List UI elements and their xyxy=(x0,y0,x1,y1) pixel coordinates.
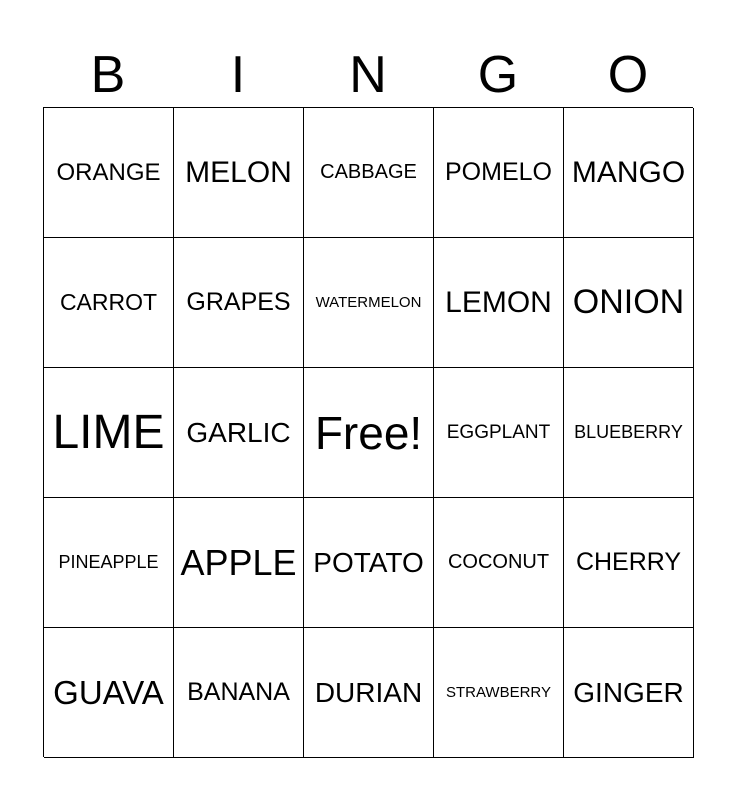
bingo-cell[interactable]: CABBAGE xyxy=(304,108,434,238)
bingo-cell[interactable]: CHERRY xyxy=(564,498,694,628)
bingo-cell[interactable]: GINGER xyxy=(564,628,694,758)
bingo-cell[interactable]: POTATO xyxy=(304,498,434,628)
header-letter-g: G xyxy=(477,46,519,104)
bingo-cell[interactable]: STRAWBERRY xyxy=(434,628,564,758)
bingo-cell[interactable]: GARLIC xyxy=(174,368,304,498)
bingo-cell[interactable]: CARROT xyxy=(44,238,174,368)
bingo-cell[interactable]: LEMON xyxy=(434,238,564,368)
bingo-cell[interactable]: PINEAPPLE xyxy=(44,498,174,628)
bingo-cell[interactable]: ORANGE xyxy=(44,108,174,238)
bingo-cell[interactable]: BLUEBERRY xyxy=(564,368,694,498)
bingo-cell[interactable]: DURIAN xyxy=(304,628,434,758)
bingo-cell[interactable]: WATERMELON xyxy=(304,238,434,368)
bingo-cell[interactable]: MELON xyxy=(174,108,304,238)
header-letter-o: O xyxy=(607,46,649,104)
bingo-board xyxy=(43,107,693,757)
bingo-cell[interactable]: LIME xyxy=(44,368,174,498)
bingo-cell[interactable]: ONION xyxy=(564,238,694,368)
bingo-cell[interactable]: MANGO xyxy=(564,108,694,238)
bingo-cell-free[interactable]: Free! xyxy=(304,368,434,498)
header-letter-n: N xyxy=(349,46,387,104)
bingo-cell[interactable]: GUAVA xyxy=(44,628,174,758)
header-letter-b: B xyxy=(90,46,126,104)
bingo-cell[interactable]: POMELO xyxy=(434,108,564,238)
bingo-header xyxy=(43,42,693,108)
bingo-cell[interactable]: COCONUT xyxy=(434,498,564,628)
bingo-cell[interactable]: BANANA xyxy=(174,628,304,758)
bingo-cell[interactable]: APPLE xyxy=(174,498,304,628)
bingo-cell[interactable]: EGGPLANT xyxy=(434,368,564,498)
bingo-cell[interactable]: GRAPES xyxy=(174,238,304,368)
header-letter-i: I xyxy=(230,46,246,104)
